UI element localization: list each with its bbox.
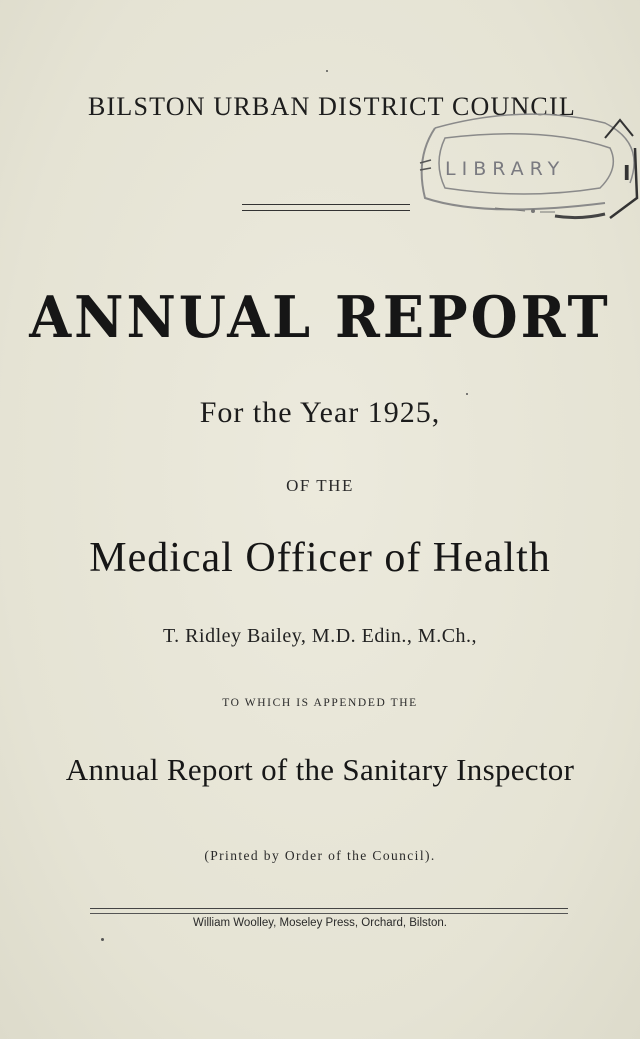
appended-label: TO WHICH IS APPENDED THE (222, 697, 418, 709)
printer-imprint: William Woolley, Moseley Press, Orchard, Bilston. (193, 917, 447, 929)
sanitary-report-title: Annual Report of the Sanitary Inspector (65, 752, 575, 787)
officer-name: T. Ridley Bailey, M.D. Edin., M.Ch., (162, 625, 478, 647)
library-stamp (405, 108, 640, 228)
ink-speck (466, 393, 468, 395)
of-the-label: OF THE (286, 476, 354, 495)
stamp-side-mark: I (623, 161, 631, 185)
officer-title: Medical Officer of Health (89, 535, 551, 581)
report-year: For the Year 1925, (199, 396, 441, 429)
ink-speck (101, 938, 104, 941)
footer-rule (90, 908, 568, 914)
printed-by-order: (Printed by Order of the Council). (204, 848, 436, 863)
ink-speck (326, 70, 328, 72)
annual-report-title: ANNUAL REPORT (29, 283, 611, 351)
header-double-rule (242, 204, 410, 211)
council-heading: BILSTON URBAN DISTRICT COUNCIL (88, 92, 576, 121)
stamp-label: LIBRARY (445, 158, 566, 180)
